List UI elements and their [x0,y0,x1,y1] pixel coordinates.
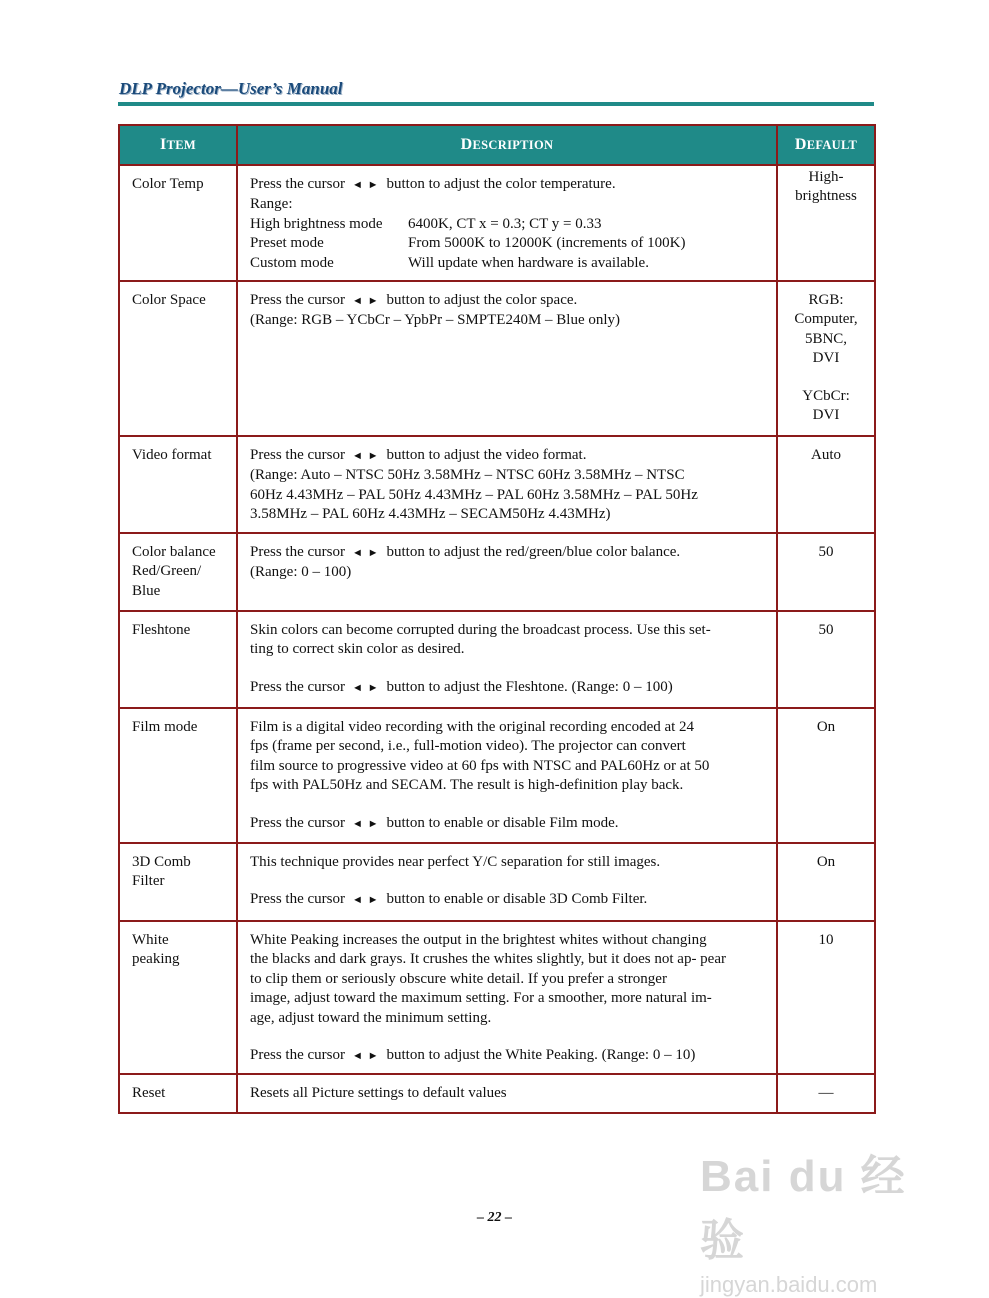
item-label: Fleshtone [132,622,191,638]
description-cell [237,165,777,281]
item-cell [119,843,237,921]
table-row [119,533,875,611]
desc-text: film source to progressive video at 60 fps with NTSC and PAL60Hz or at 50 [250,757,710,774]
description-cell [237,1074,777,1113]
desc-text: to clip them or seriously obscure white detail. If you prefer a stronger [250,970,667,987]
page-number: – 22 – [477,1210,512,1225]
item-cell [119,436,237,533]
description-cell [237,611,777,708]
mode-value: From 5000K to 12000K (increments of 100K) [408,235,686,252]
default-cell [777,1074,875,1113]
description-cell [237,281,777,436]
column-header-default [777,125,875,165]
desc-text: (Range: RGB – YCbCr – YpbPr – SMPTE240M – Blue only) [250,312,621,329]
left-right-arrows-icon: ◄ ► [351,817,380,830]
left-right-arrows-icon: ◄ ► [351,894,380,907]
column-header-text: DESCRIPTION [460,135,554,153]
desc-text: Press the cursor [250,814,345,831]
column-header-item [119,125,237,165]
desc-text: button to adjust the color temperature. [386,176,616,192]
item-label: Blue [132,582,161,599]
default-value: 50 [818,622,834,638]
left-right-arrows-icon: ◄ ► [351,450,380,462]
header-rule [118,102,874,106]
desc-text: Film is a digital video recording with the original recording encoded at 24 [250,719,695,735]
column-header-smallcaps: TEM [166,137,196,152]
default-value: YCbCr: [802,387,850,404]
left-right-arrows-icon: ◄ ► [351,1050,380,1063]
default-value: 5BNC, [804,330,848,347]
desc-text: the blacks and dark grays. It crushes the whites slightly, but it does not ap- pear [250,951,726,968]
item-label: Color balance [132,544,216,560]
desc-text: button to enable or disable Film mode. [386,814,619,831]
column-header-description [237,125,777,165]
default-value: — [818,1085,834,1101]
settings-table [118,124,876,1114]
desc-text: button to enable or disable 3D Comb Filter. [386,891,648,908]
mode-name: High brightness mode [250,215,383,232]
default-cell [777,843,875,921]
default-cell [777,436,875,533]
default-cell [777,281,875,436]
table-row [119,1074,875,1113]
table-header-row [119,125,875,165]
default-value: DVI [812,350,840,367]
item-cell [119,533,237,611]
item-label: peaking [132,951,180,968]
item-cell [119,281,237,436]
desc-text: button to adjust the color space. [386,292,578,308]
desc-text: Skin colors can become corrupted during the broadcast process. Use this set- [250,622,711,638]
default-value: On [816,854,836,870]
description-cell [237,533,777,611]
item-cell [119,708,237,843]
desc-text: 60Hz 4.43MHz – PAL 50Hz 4.43MHz – PAL 60Hz 3.58MHz – PAL 50Hz [250,486,698,503]
item-label: Video format [132,447,212,463]
item-label: 3D Comb [132,854,191,870]
column-header-smallcaps: EFAULT [806,137,858,152]
description-cell [237,843,777,921]
desc-text: image, adjust toward the maximum setting. For a smoother, more natural im- [250,990,712,1007]
default-value: On [816,719,836,735]
description-cell [237,436,777,533]
item-label: Color Temp [132,176,204,192]
desc-text: White Peaking increases the output in the brightest whites without changing [250,932,707,948]
item-label: White [132,932,169,948]
item-label: Reset [132,1085,166,1101]
default-value: brightness [795,188,857,205]
desc-text: Press the cursor [250,176,345,192]
item-label: Red/Green/ [132,563,202,580]
default-value: RGB: [808,292,844,308]
desc-text: Press the cursor [250,1047,345,1064]
default-cell [777,533,875,611]
default-cell [777,921,875,1074]
table-row [119,921,875,1074]
item-cell [119,611,237,708]
desc-text: Resets all Picture settings to default values [250,1085,507,1101]
column-header-smallcaps: ESCRIPTION [472,137,554,152]
item-label: Color Space [132,292,206,308]
left-right-arrows-icon: ◄ ► [351,295,380,307]
description-cell [237,708,777,843]
desc-text: This technique provides near perfect Y/C separation for still images. [250,854,661,870]
desc-text: button to adjust the video format. [386,447,587,463]
desc-text: (Range: 0 – 100) [250,564,352,581]
desc-text: age, adjust toward the minimum setting. [250,1009,492,1026]
default-value: Computer, [794,311,858,328]
left-right-arrows-icon: ◄ ► [351,547,380,559]
description-cell [237,921,777,1074]
table-row [119,611,875,708]
default-value: DVI [812,407,840,424]
table-row [119,708,875,843]
desc-text: fps (frame per second, i.e., full-motion video). The projector can convert [250,738,686,755]
header-title: DLP Projector—User’s Manual [119,79,343,98]
table-row [119,843,875,921]
default-value: Auto [811,447,841,463]
table-row [119,165,875,281]
table-row [119,281,875,436]
item-cell [119,165,237,281]
item-cell [119,1074,237,1113]
default-cell [777,708,875,843]
left-right-arrows-icon: ◄ ► [351,681,380,694]
left-right-arrows-icon: ◄ ► [351,179,380,191]
desc-text: button to adjust the Fleshtone. (Range: 0 – 100) [386,678,673,695]
default-value: 50 [818,544,834,560]
desc-text: Range: [250,196,293,213]
column-header-text: ITEM [160,135,196,153]
default-cell [777,165,875,281]
item-label: Film mode [132,719,198,735]
mode-name: Custom mode [250,254,334,271]
desc-text: (Range: Auto – NTSC 50Hz 3.58MHz – NTSC 60Hz 3.58MHz – NTSC [250,467,685,484]
default-cell [777,611,875,708]
watermark-logo: Bai du 经验 [700,1152,907,1265]
desc-text: Press the cursor [250,292,345,308]
mode-value: Will update when hardware is available. [408,254,649,271]
item-label: Filter [132,873,165,890]
desc-text: Press the cursor [250,678,345,695]
desc-text: 3.58MHz – PAL 60Hz 4.43MHz – SECAM50Hz 4.43MHz) [250,506,611,523]
desc-text: button to adjust the White Peaking. (Range: 0 – 10) [386,1047,696,1064]
watermark [700,1140,940,1297]
desc-text: ting to correct skin color as desired. [250,641,465,658]
default-value: High- [808,169,844,185]
mode-value: 6400K, CT x = 0.3; CT y = 0.33 [408,215,602,232]
mode-name: Preset mode [250,235,324,252]
table-row [119,436,875,533]
desc-text: Press the cursor [250,891,345,908]
desc-text: button to adjust the red/green/blue color balance. [386,544,681,560]
watermark-url: jingyan.baidu.com [700,1272,878,1297]
item-cell [119,921,237,1074]
desc-text: fps with PAL50Hz and SECAM. The result is high-definition play back. [250,777,684,794]
column-header-text: DEFAULT [794,135,858,153]
desc-text: Press the cursor [250,544,345,560]
default-value: 10 [818,932,834,948]
desc-text: Press the cursor [250,447,345,463]
